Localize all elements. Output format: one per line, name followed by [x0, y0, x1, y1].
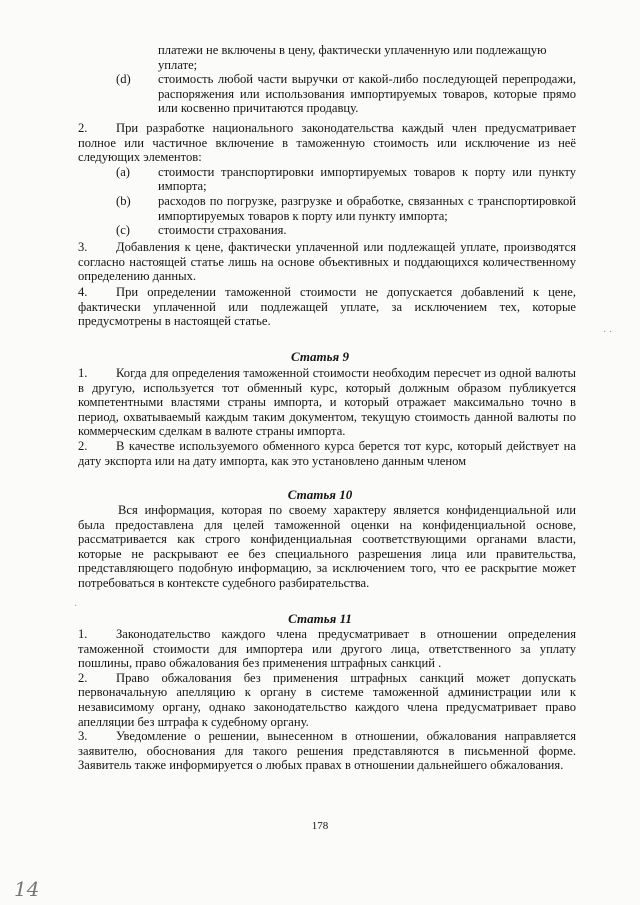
intro-block — [78, 43, 576, 116]
item-d-label: (d) — [116, 72, 131, 87]
paragraph-3-text — [78, 240, 576, 284]
article-10-body — [78, 503, 576, 591]
handwritten-mark: 14 — [14, 877, 40, 901]
article-11-p1-number: 1. — [78, 627, 88, 641]
scan-speck-mark: · · — [603, 327, 613, 338]
item-b-label: (b) — [116, 193, 131, 208]
article-9-body — [78, 366, 576, 468]
article-11-p2 — [78, 671, 576, 729]
article-9-p2 — [78, 439, 576, 468]
paragraph-3-number: 3. — [78, 240, 88, 254]
paragraph-4-number: 4. — [78, 285, 88, 299]
article-10-title: Статья 10 — [287, 487, 353, 502]
article-11-p1-text: Законодательство каждого члена предусматривает в отношении определения таможенной стоимости для импортера или другого лица, ответственного за уплату пошлины, право обжалования без применения штрафных санкций . — [78, 627, 576, 671]
paragraph-3 — [78, 240, 576, 284]
page-number: 178 — [311, 820, 329, 832]
paragraph-3-body: Добавления к цене, фактически уплаченной или подлежащей уплате, производятся согласно настоящей статье лишь на основе объективных и поддающихся количественному определению данных. — [78, 240, 576, 284]
article-9-p1-text: Когда для определения таможенной стоимости необходим пересчет из одной валюты в другую, используется тот обменный курс, который должным образом публикуется компетентными властями страны импорта, и который отражает максимально точно в период, охватываемый каждым таким документом, текущую стоимость данной валюты по коммерческим сделкам в валюте страны импорта. — [78, 366, 576, 439]
article-9-p2-number: 2. — [78, 438, 88, 453]
paragraph-4-text — [78, 285, 576, 329]
item-a-text: стоимости транспортировки импортируемых товаров к порту или пункту импорта; — [158, 164, 576, 194]
item-c-text: стоимости страхования. — [158, 223, 287, 238]
article-9-p1-number: 1. — [78, 366, 88, 380]
item-c-label: (c) — [116, 223, 130, 238]
item-a — [78, 165, 576, 194]
paragraph-4-body: При определении таможенной стоимости не допускается добавлений к цене, фактически уплаченной или подлежащей уплате, за исключением тех, которые предусмотрены в настоящей статье. — [78, 285, 576, 329]
article-11-p2-text: Право обжалования без применения штрафных санкций может допускать первоначальную апелляцию к органу в системе таможенной администрации или к независимому органу, однако законодательство каждого члена предусматривает право апелляции без штрафа к судебному органу. — [78, 670, 576, 729]
paragraph-4 — [78, 285, 576, 329]
article-10-text: Вся информация, которая по своему характеру является конфиденциальной или была предоставлена для целей таможенной оценки на конфиденциальной основе, рассматривается как строго конфиденциальная соответствующими органами власти, которые не раскрывают ее без специального разрешения лица или правительства, представляющего подобную информацию, за исключением того, что ее раскрытие может потребоваться в контексте судебного разбирательства. — [78, 503, 576, 590]
article-11-p3 — [78, 729, 576, 773]
paragraph-2-text — [78, 121, 576, 165]
scan-speck-mark-2: · — [74, 601, 78, 612]
item-c — [78, 223, 576, 238]
intro-cont-line2: уплате; — [158, 57, 198, 72]
paragraph-2-body: При разработке национального законодательства каждый член предусматривает полное или частичное включение в таможенную стоимость или исключение из неё следующих элементов: — [78, 121, 576, 165]
article-9-p2-text: В качестве используемого обменного курса берется тот курс, который действует на дату экспорта или на дату импорта, как это установлено данным членом — [78, 438, 576, 468]
paragraph-2 — [78, 121, 576, 238]
article-9-title: Статья 9 — [291, 349, 349, 364]
item-b-text: расходов по погрузке, разгрузке и обработке, связанных с транспортировкой импортируемых товаров к порту или пункту импорта; — [158, 193, 576, 223]
article-11-p2-number: 2. — [78, 670, 88, 685]
article-11-p3-text: Уведомление о решении, вынесенном в отношении, обжалования направляется заявителю, обоснования для такого решения представляются в письменной форме. Заявитель также информируется о любых правах в отношении дальнейшего обжалования. — [78, 729, 576, 773]
article-11-title: Статья 11 — [288, 611, 352, 626]
article-9-p1 — [78, 366, 576, 439]
intro-cont-line1: платежи не включены в цену, фактически уплаченную или подлежащую — [158, 43, 547, 57]
paragraph-2-number: 2. — [78, 121, 88, 135]
item-a-label: (a) — [116, 164, 130, 179]
article-11-p1 — [78, 627, 576, 671]
item-b — [78, 194, 576, 223]
article-11-body — [78, 627, 576, 773]
item-d-text: стоимость любой части выручки от какой-либо последующей перепродажи, распоряжения или использования импортируемых товаров, которые прямо или косвенно причитаются продавцу. — [158, 72, 576, 116]
article-11-p3-number: 3. — [78, 729, 88, 744]
item-d — [78, 72, 576, 116]
